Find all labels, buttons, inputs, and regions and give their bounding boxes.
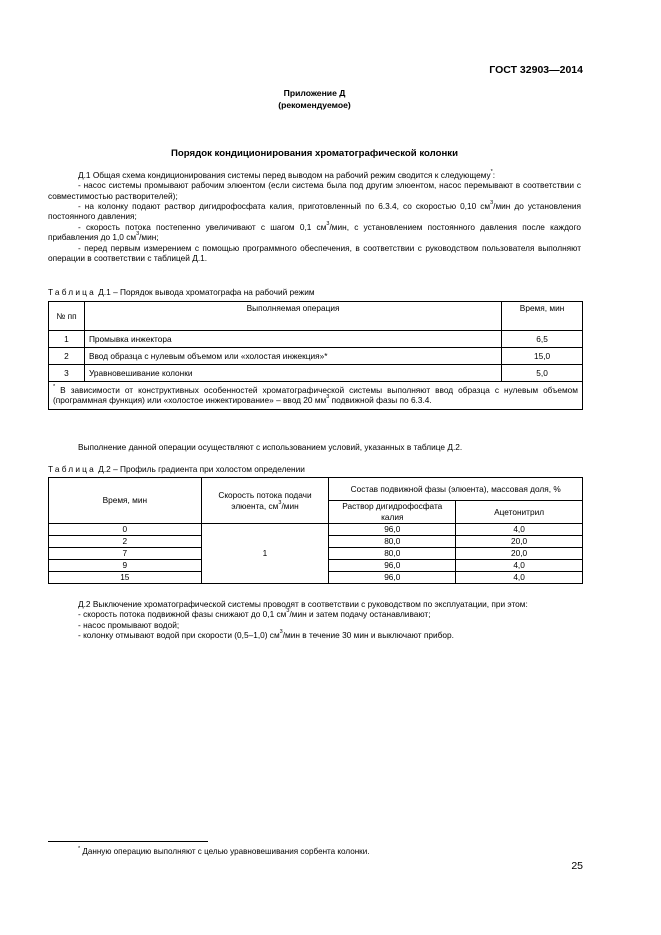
table1-header-operation: Выполняемая операция [84, 302, 501, 331]
table2-cell-acetonitrile: 20,0 [456, 548, 583, 560]
between-text: Выполнение данной операции осуществляют с использованием условий, указанных в таблице Д.2. [78, 442, 463, 452]
table2-cell-acetonitrile: 4,0 [456, 560, 583, 572]
table1-cell-operation: Уравновешивание колонки [84, 365, 501, 382]
footnote: * Данную операцию выполняют с целью уравновешивания сорбента колонки. [78, 846, 370, 856]
table2-cell-time: 9 [49, 560, 202, 572]
table2-cell-acetonitrile: 4,0 [456, 524, 583, 536]
section-title: Порядок кондиционирования хроматографической колонки [171, 148, 458, 159]
table1-cell-time: 5,0 [502, 365, 583, 382]
table2-cell-time: 7 [49, 548, 202, 560]
table2-cell-solution: 96,0 [329, 524, 456, 536]
table-row [49, 331, 583, 348]
table1-cell-num: 3 [49, 365, 85, 382]
table1-cell-operation: Промывка инжектора [84, 331, 501, 348]
d1-item-1: - насос системы промывают рабочим элюентом (если система была под другим элюентом, насос перемывают в соответствии с совместимостью растворителей); [48, 180, 581, 201]
table2-header-row [49, 478, 583, 501]
d1-intro: Д.1 Общая схема кондиционирования системы перед выводом на рабочий режим сводится к следующему*: [78, 169, 496, 180]
table2-header-flow: Скорость потока подачи элюента, $см^3$/мин [201, 478, 329, 524]
d2-item-2: - насос промывают водой; [78, 619, 180, 630]
d2-item-1: - скорость потока подвижной фазы снижают до 0,1 $см^3$/мин и затем подачу останавливают; [78, 608, 431, 620]
table1-cell-num: 2 [49, 348, 85, 365]
table2-cell-acetonitrile: 4,0 [456, 572, 583, 584]
table-row [49, 348, 583, 365]
table2-header-acetonitrile: Ацетонитрил [456, 501, 583, 524]
table1-cell-time: 6,5 [502, 331, 583, 348]
footnote-divider [48, 841, 208, 842]
table2-cell-solution: 96,0 [329, 572, 456, 584]
standard-number: ГОСТ 32903—2014 [489, 64, 583, 76]
table2-caption: Таблица Д.2 – Профиль градиента при холостом определении [48, 464, 305, 474]
table1-header-row [49, 302, 583, 331]
table2-header-composition: Состав подвижной фазы (элюента), массовая доля, % [329, 478, 583, 501]
table2-cell-solution: 80,0 [329, 548, 456, 560]
table2-cell-time: 0 [49, 524, 202, 536]
table2-cell-time: 15 [49, 572, 202, 584]
table1-header-time: Время, мин [502, 302, 583, 331]
table1-cell-operation: Ввод образца с нулевым объемом или «холостая инжекция»* [84, 348, 501, 365]
table1-note-row [49, 382, 583, 410]
page-number: 25 [571, 860, 583, 872]
table1-cell-num: 1 [49, 331, 85, 348]
d1-section [48, 170, 581, 263]
table1-note: * В зависимости от конструктивных особенностей хроматографической системы выполняют ввод образца с нулевым объемом (программная функция) или «холостое инжектирование» – ввод 20 $мм^3$ подвижной фазы по 6.3.4. [49, 382, 583, 410]
table-d1 [48, 301, 583, 410]
table1-header-num: № пп [49, 302, 85, 331]
d2-item-3: - колонку отмывают водой при скорости (0,5–1,0) $см^3$/мин в течение 30 мин и выключают прибор. [78, 629, 454, 641]
table-row [49, 524, 583, 536]
table2-header-solution: Раствор дигидрофосфата калия [329, 501, 456, 524]
appendix-title: Приложение Д [283, 88, 346, 98]
table1-caption: Таблица Д.1 – Порядок вывода хроматографа на рабочий режим [48, 287, 315, 297]
d1-item-2: - на колонку подают раствор дигидрофосфата калия, приготовленный по 6.3.4, со скоростью 0,10 $см^3$/мин до установления постоянного давления; [48, 200, 581, 222]
d2-intro: Д.2 Выключение хроматографической системы проводят в соответствии с руководством по эксплуатации, при этом: [78, 599, 528, 609]
table-d2 [48, 477, 583, 584]
table2-header-time: Время, мин [49, 478, 202, 524]
table-row [49, 365, 583, 382]
d2-section [48, 599, 581, 640]
table2-cell-solution: 80,0 [329, 536, 456, 548]
table1-cell-time: 15,0 [502, 348, 583, 365]
table2-cell-time: 2 [49, 536, 202, 548]
table2-cell-solution: 96,0 [329, 560, 456, 572]
d1-item-3: - скорость потока постепенно увеличивают с шагом 0,1 $см^3$/мин, с установлением постоянного давления после каждого прибавления до 1,0 $см^3$/мин; [48, 220, 582, 243]
appendix-status: (рекомендуемое) [278, 100, 351, 110]
d1-item-4: - перед первым измерением с помощью программного обеспечения, в соответствии с руководством пользователя выполняют операции в соответствии с таблицей Д.1. [48, 242, 581, 263]
table2-cell-acetonitrile: 20,0 [456, 536, 583, 548]
table2-cell-flow: 1 [201, 524, 329, 584]
